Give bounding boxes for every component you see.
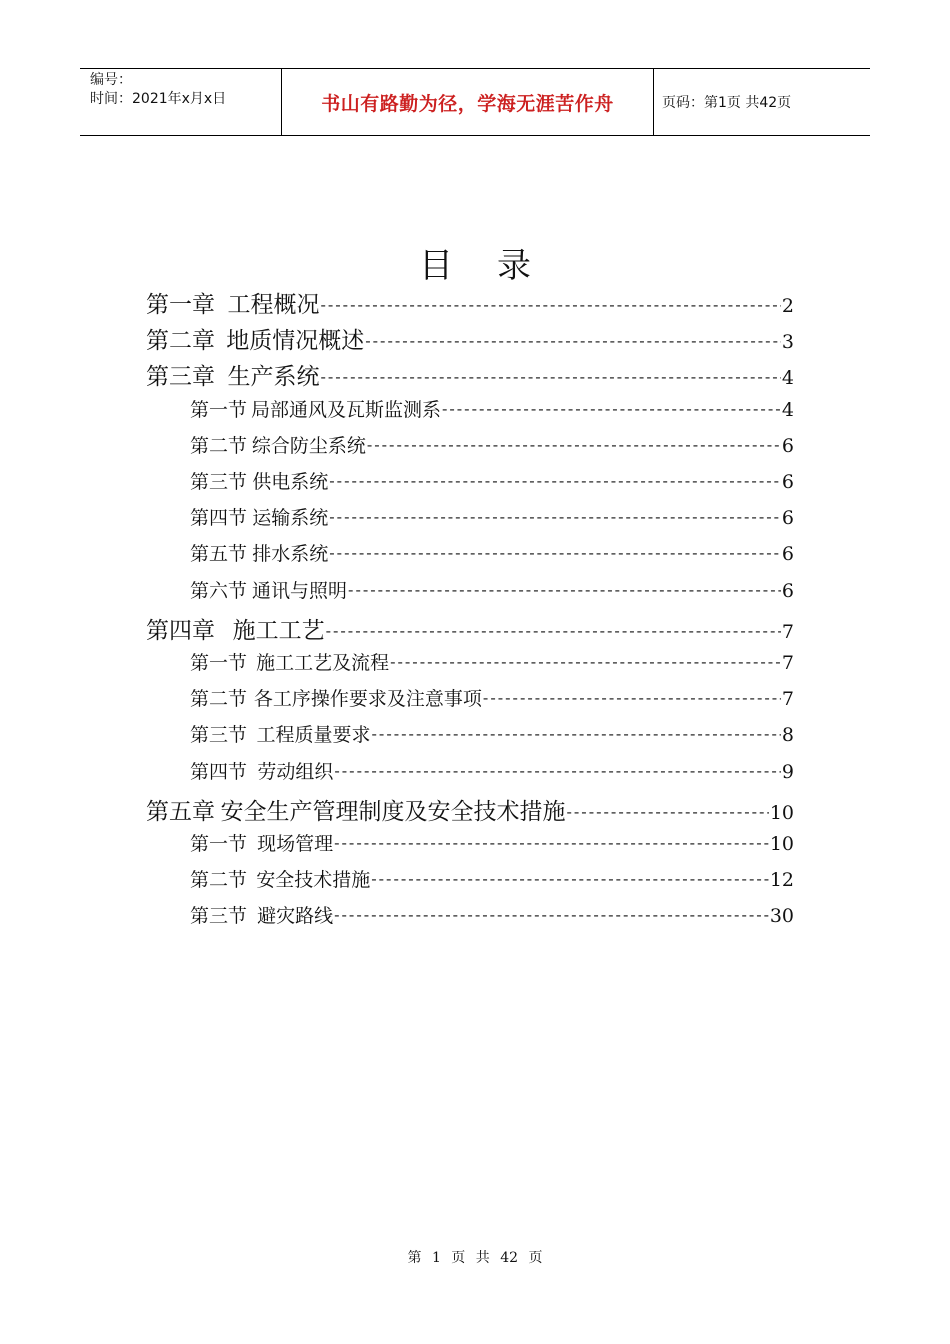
header-page-info: 页码：第1页 共42页 xyxy=(662,95,792,111)
toc-chapter-entry[interactable] xyxy=(146,286,794,322)
toc-entry-label: 工程质量要求 xyxy=(256,724,371,747)
toc-entry-label: 供电系统 xyxy=(252,471,329,493)
toc-entry-page: 2 xyxy=(781,295,794,317)
toc-leader-dashes xyxy=(372,724,781,743)
page-footer: 第 1 页 共 42 页 xyxy=(407,1250,543,1266)
toc-entry-label: 施工工艺 xyxy=(232,617,325,644)
toc-chapter-entry[interactable] xyxy=(146,322,794,358)
toc-section-entry[interactable] xyxy=(190,720,794,756)
toc-leader-dashes xyxy=(329,471,781,490)
toc-entry-label: 现场管理 xyxy=(257,833,334,855)
toc-section-entry[interactable] xyxy=(190,684,794,720)
toc-entry-number: 第二节 xyxy=(190,688,248,711)
toc-entry-label: 安全技术措施 xyxy=(256,869,371,892)
toc-section-entry[interactable] xyxy=(190,865,794,901)
toc-entry-number: 第一章 xyxy=(146,292,215,318)
toc-entry-number: 第三节 xyxy=(190,905,248,928)
toc-entry-label: 劳动组织 xyxy=(257,760,334,783)
toc-entry-number: 第三节 xyxy=(190,471,248,493)
toc-entry-number: 第二节 xyxy=(190,434,248,457)
toc-entry-page: 3 xyxy=(781,331,794,354)
toc-entry-number: 第四节 xyxy=(190,760,248,783)
toc-entry-page: 10 xyxy=(769,801,794,824)
toc-entry-page: 4 xyxy=(781,398,794,421)
toc-entry-number: 第三节 xyxy=(190,724,248,747)
toc-entry-number: 第五节 xyxy=(190,543,248,566)
toc-section-entry[interactable] xyxy=(190,467,794,503)
toc-entry-number: 第一节 xyxy=(190,398,248,421)
toc-leader-dashes xyxy=(320,367,780,386)
toc-entry-page: 7 xyxy=(781,652,794,674)
toc-entry-page: 10 xyxy=(769,833,794,855)
header-time: 时间：2021年x月x日 xyxy=(90,91,227,107)
toc-leader-dashes xyxy=(566,802,768,821)
toc-leader-dashes xyxy=(334,833,769,852)
toc-entry-number: 第二章 xyxy=(146,328,215,355)
toc-leader-dashes xyxy=(326,621,781,640)
toc-entry-number: 第一节 xyxy=(190,833,248,855)
toc-entry-number: 第六节 xyxy=(190,579,248,602)
toc-entry-label: 各工序操作要求及注意事项 xyxy=(253,688,482,711)
toc-section-entry[interactable] xyxy=(190,431,794,467)
toc-chapter-entry[interactable] xyxy=(146,612,794,648)
toc-section-entry[interactable] xyxy=(190,576,794,612)
toc-entry-page: 8 xyxy=(781,724,794,747)
toc-entry-number: 第一节 xyxy=(190,652,248,674)
toc-section-entry[interactable] xyxy=(190,395,794,431)
toc-leader-dashes xyxy=(334,905,769,924)
header-motto: 书山有路勤为径，学海无涯苦作舟 xyxy=(282,69,654,135)
toc-entry-page: 9 xyxy=(781,760,794,783)
toc-entry-page: 6 xyxy=(781,434,794,457)
toc-entry-label: 安全生产管理制度及安全技术措施 xyxy=(220,798,566,825)
toc-section-entry[interactable] xyxy=(190,648,794,684)
page-title: 目录 xyxy=(419,246,575,286)
toc-entry-page: 6 xyxy=(781,543,794,566)
toc-entry-number: 第五章 xyxy=(146,798,215,825)
toc-leader-dashes xyxy=(329,507,781,526)
toc-entry-page: 6 xyxy=(781,507,794,530)
document-header xyxy=(80,68,870,136)
toc-entry-label: 工程概况 xyxy=(227,292,320,318)
toc-entry-number: 第四章 xyxy=(146,617,215,644)
toc-section-entry[interactable] xyxy=(190,503,794,539)
toc-section-entry[interactable] xyxy=(190,901,794,937)
toc-chapter-entry[interactable] xyxy=(146,793,794,829)
toc-leader-dashes xyxy=(329,543,781,562)
toc-entry-label: 避灾路线 xyxy=(257,905,334,928)
toc-entry-page: 30 xyxy=(769,905,794,928)
toc-leader-dashes xyxy=(348,580,781,599)
toc-entry-page: 6 xyxy=(781,579,794,602)
toc-entry-label: 施工工艺及流程 xyxy=(256,652,390,674)
toc-entry-page: 7 xyxy=(781,688,794,711)
toc-leader-dashes xyxy=(367,435,781,454)
header-code: 编号： xyxy=(90,72,132,88)
toc-entry-label: 综合防尘系统 xyxy=(251,434,366,457)
toc-entry-page: 6 xyxy=(781,471,794,493)
toc-leader-dashes xyxy=(442,399,781,418)
toc-section-entry[interactable] xyxy=(190,539,794,575)
toc-leader-dashes xyxy=(365,331,781,350)
toc-entry-label: 地质情况概述 xyxy=(226,328,365,355)
toc-entry-label: 运输系统 xyxy=(252,507,329,530)
toc-section-entry[interactable] xyxy=(190,757,794,793)
toc-entry-number: 第四节 xyxy=(190,507,248,530)
toc-leader-dashes xyxy=(371,869,769,888)
toc-entry-label: 排水系统 xyxy=(252,543,329,566)
toc-leader-dashes xyxy=(390,652,781,671)
toc-leader-dashes xyxy=(334,761,781,780)
toc-section-entry[interactable] xyxy=(190,829,794,865)
toc-entry-page: 7 xyxy=(781,620,794,643)
header-meta xyxy=(80,69,282,135)
toc-entry-page: 12 xyxy=(769,869,794,892)
toc-leader-dashes xyxy=(483,688,781,707)
toc-entry-page: 4 xyxy=(781,367,794,390)
toc-leader-dashes xyxy=(320,295,780,314)
toc-entry-label: 通讯与照明 xyxy=(252,579,348,602)
toc-entry-label: 局部通风及瓦斯监测系 xyxy=(250,398,441,421)
toc-entry-number: 第二节 xyxy=(190,869,248,892)
toc-chapter-entry[interactable] xyxy=(146,358,794,394)
toc-entry-number: 第三章 xyxy=(146,364,215,391)
toc-entry-label: 生产系统 xyxy=(227,364,320,391)
